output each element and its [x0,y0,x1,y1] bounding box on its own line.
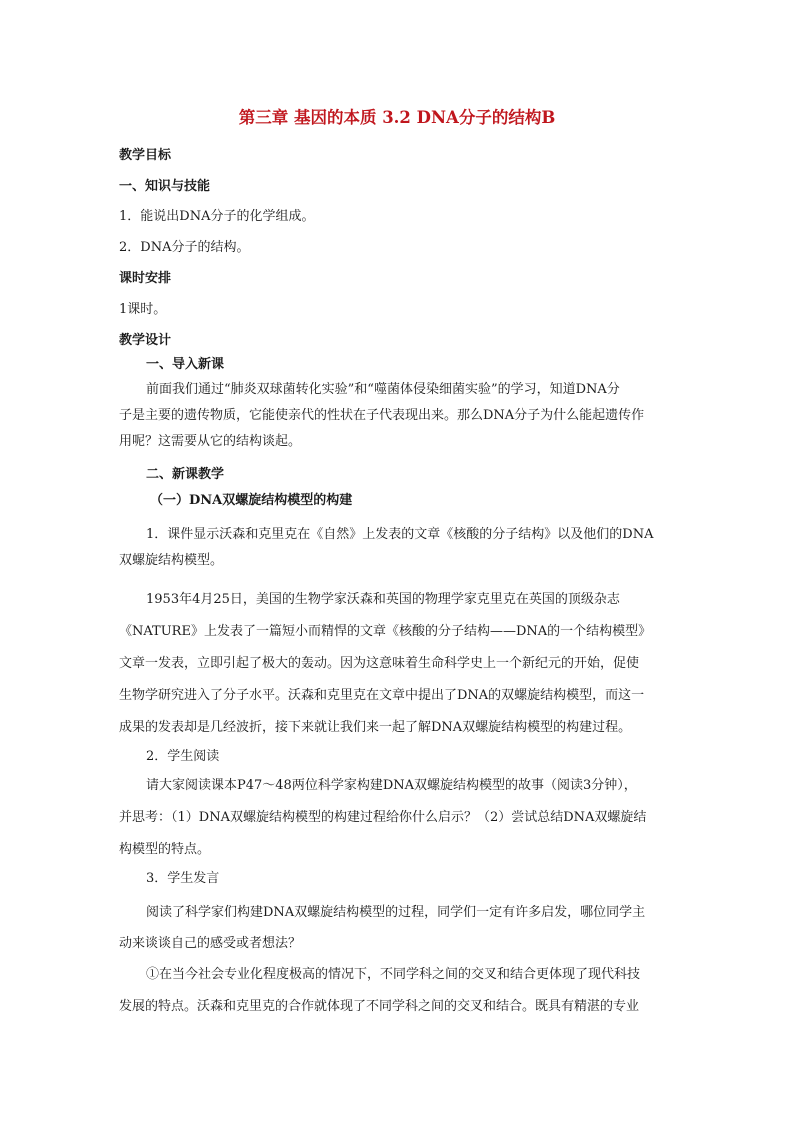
speech-paragraph [119,897,679,959]
step1-paragraph [119,522,679,574]
heading-intro: 一、导入新课 [146,357,225,372]
intro-line-1: 前面我们通过“肺炎双球菌转化实验”和“噬菌体侵染细菌实验”的学习，知道DNA分 [146,382,620,397]
point1-line-1: ①在当今社会专业化程度极高的情况下，不同学科之间的交叉和结合更体现了现代科技 [146,967,641,982]
heading-objectives: 教学目标 [119,148,172,163]
reading-line-2: 并思考：（1）DNA双螺旋结构模型的构建过程给你什么启示？（2）尝试总结DNA双螺旋结 [119,810,647,825]
point1-paragraph [119,958,679,1023]
heading-schedule: 课时安排 [119,271,172,286]
heading-model-build: （一）DNA双螺旋结构模型的构建 [150,493,353,508]
step1-line-2: 双螺旋结构模型。 [119,553,224,568]
heading-knowledge: 一、知识与技能 [119,179,211,194]
intro-line-2: 子是主要的遗传物质，它能使亲代的性状在子代表现出来。那么DNA分子为什么能起遗传作 [119,408,645,423]
step2-label: 2．学生阅读 [146,749,220,764]
history-line-1: 1953年4月25日，美国的生物学家沃森和英国的物理学家克里克在英国的顶级杂志 [146,592,620,607]
history-line-5: 成果的发表却是几经波折，接下来就让我们来一起了解DNA双螺旋结构模型的构建过程。 [119,720,632,735]
speech-line-1: 阅读了科学家们构建DNA双螺旋结构模型的过程，同学们一定有许多启发，哪位同学主 [146,905,646,920]
knowledge-item-1: 1．能说出DNA分子的化学组成。 [119,209,315,224]
reading-line-1: 请大家阅读课本P47～48两位科学家构建DNA双螺旋结构模型的故事（阅读3分钟）， [146,778,637,793]
history-line-3: 文章一发表，立即引起了极大的轰动。因为这意味着生命科学史上一个新纪元的开始，促使 [119,656,640,671]
history-paragraph [119,583,679,744]
history-line-4: 生物学研究进入了分子水平。沃森和克里克在文章中提出了DNA的双螺旋结构模型，而这一 [119,688,645,703]
knowledge-item-2: 2．DNA分子的结构。 [119,240,250,255]
history-line-2: 《NATURE》上发表了一篇短小而精悍的文章《核酸的分子结构——DNA的一个结构模型》 [119,624,652,639]
page-title: 第三章 基因的本质 3.2 DNA分子的结构B [238,108,556,127]
intro-paragraph [119,377,679,455]
heading-design: 教学设计 [119,333,172,348]
speech-line-2: 动来谈谈自己的感受或者想法？ [119,936,302,951]
step1-line-1: 1．课件显示沃森和克里克在《自然》上发表的文章《核酸的分子结构》以及他们的DNA [146,527,654,542]
schedule-text: 1课时。 [119,302,167,317]
step3-label: 3．学生发言 [146,871,220,886]
reading-paragraph [119,769,679,866]
point1-line-2: 发展的特点。沃森和克里克的合作就体现了不同学科之间的交叉和结合。既具有精湛的专业 [119,999,640,1014]
reading-line-3: 构模型的特点。 [119,842,211,857]
intro-line-3: 用呢？这需要从它的结构谈起。 [119,434,302,449]
heading-new-lesson: 二、新课教学 [146,467,225,482]
